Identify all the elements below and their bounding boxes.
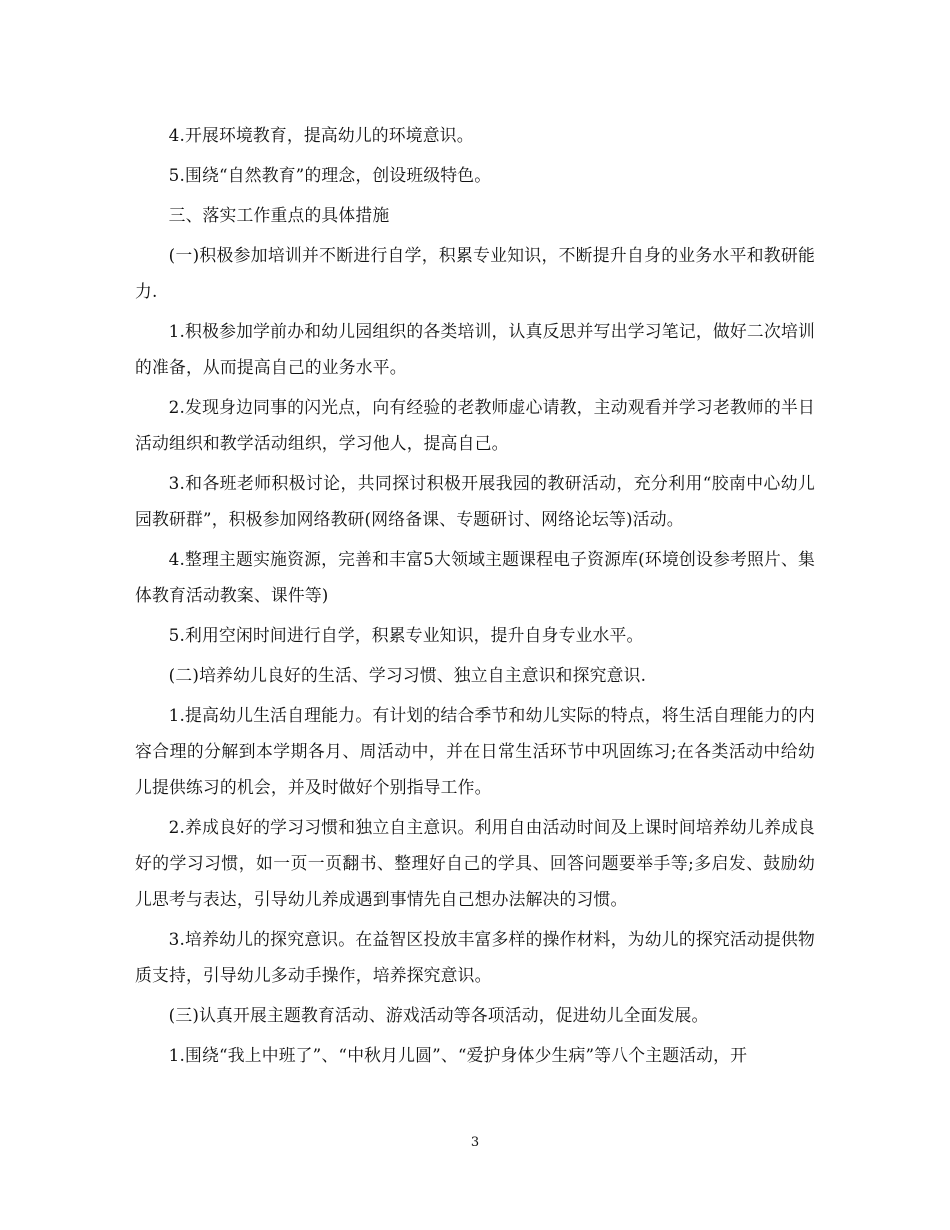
paragraph-env-education: 4.开展环境教育，提高幼儿的环境意识。 bbox=[168, 125, 474, 145]
subsection-training: (一)积极参加培训并不断进行自学，积累专业知识，不断提升自身的业务水平和教研能力. bbox=[135, 245, 815, 301]
subsection-habits: (二)培养幼儿良好的生活、学习习惯、独立自主意识和探究意识. bbox=[168, 665, 647, 685]
paragraph-habits-2: 2.养成良好的学习习惯和独立自主意识。利用自由活动时间及上课时间培养幼儿养成良好的学习习惯，如一页一页翻书、整理好自己的学具、回答问题要举手等;多启发、鼓励幼儿思考与表达，引导幼儿养成遇到事情先自己想办法解决的习惯。 bbox=[135, 817, 815, 909]
paragraph-training-4: 4.整理主题实施资源，完善和丰富5大领域主题课程电子资源库(环境创设参考照片、集体教育活动教案、课件等) bbox=[135, 549, 815, 605]
subsection-activities: (三)认真开展主题教育活动、游戏活动等各项活动，促进幼儿全面发展。 bbox=[168, 1005, 709, 1025]
paragraph-habits-1: 1.提高幼儿生活自理能力。有计划的结合季节和幼儿实际的特点，将生活自理能力的内容合理的分解到本学期各月、周活动中，并在日常生活环节中巩固练习;在各类活动中给幼儿提供练习的机会，并及时做好个别指导工作。 bbox=[135, 705, 815, 797]
document-body bbox=[135, 117, 815, 1077]
paragraph-training-5: 5.利用空闲时间进行自学，积累专业知识，提升自身专业水平。 bbox=[168, 625, 644, 645]
page-number: 3 bbox=[470, 1135, 480, 1150]
paragraph-habits-3: 3.培养幼儿的探究意识。在益智区投放丰富多样的操作材料，为幼儿的探究活动提供物质支持，引导幼儿多动手操作，培养探究意识。 bbox=[135, 929, 815, 985]
paragraph-training-1: 1.积极参加学前办和幼儿园组织的各类培训，认真反思并写出学习笔记，做好二次培训的准备，从而提高自己的业务水平。 bbox=[135, 321, 815, 377]
paragraph-activities-1: 1.围绕“我上中班了”、“中秋月儿圆”、“爱护身体少生病”等八个主题活动，开 bbox=[168, 1045, 748, 1065]
paragraph-training-3: 3.和各班老师积极讨论，共同探讨积极开展我园的教研活动，充分利用“胶南中心幼儿园教研群”，积极参加网络教研(网络备课、专题研讨、网络论坛等)活动。 bbox=[135, 473, 815, 529]
paragraph-nature-education: 5.围绕“自然教育”的理念，创设班级特色。 bbox=[168, 165, 492, 185]
paragraph-training-2: 2.发现身边同事的闪光点，向有经验的老教师虚心请教，主动观看并学习老教师的半日活动组织和教学活动组织，学习他人，提高自己。 bbox=[135, 397, 815, 453]
section-heading-measures: 三、落实工作重点的具体措施 bbox=[168, 205, 390, 225]
